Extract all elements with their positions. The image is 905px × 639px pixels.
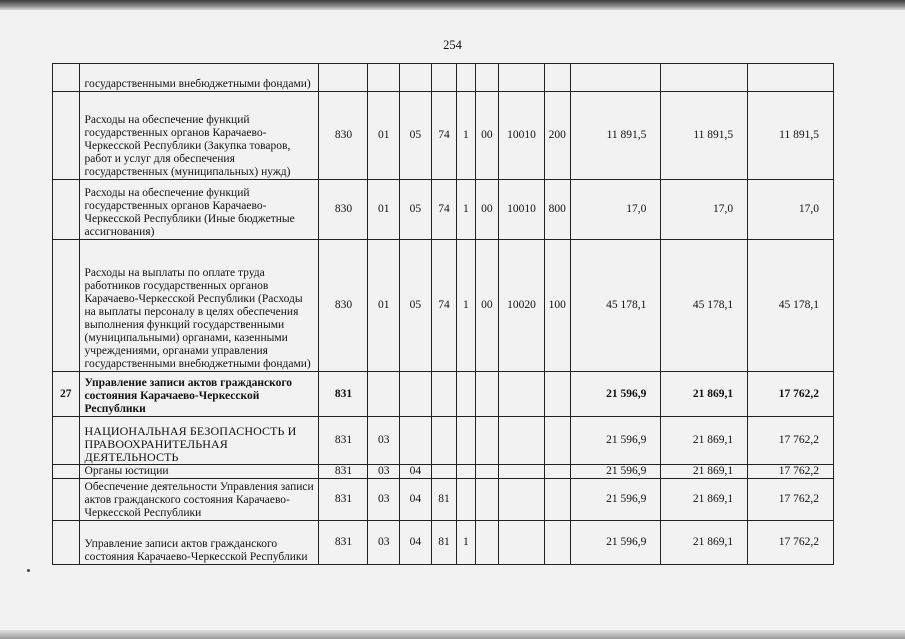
subsection-code-cell: [400, 64, 432, 92]
expense-direction-cell: 10020: [499, 240, 545, 372]
section-code-cell: 03: [368, 417, 400, 465]
expense-type-cell: [545, 479, 571, 521]
row-name-cell: Органы юстиции: [79, 465, 319, 479]
amount-year3-cell: 17,0: [748, 180, 834, 240]
row-number-cell: [53, 521, 80, 565]
amount-year3-cell: [748, 64, 834, 92]
row-number-cell: [53, 479, 80, 521]
row-name-cell: Расходы на выплаты по оплате труда работников государственных органов Карачаево-Черкесской Республики (Расходы на выплаты персоналу в целях обеспечения выполнения функций государственными (муниципальными) органами, казенными учреждениями, органами управления государственными внебюджетными фондами): [79, 240, 319, 372]
expense-direction-cell: [499, 465, 545, 479]
table-row: [53, 372, 834, 417]
amount-year1-cell: 21 596,9: [570, 372, 661, 417]
row-name-cell: Расходы на обеспечение функций государственных органов Карачаево-Черкесской Республики (Иные бюджетные ассигнования): [79, 180, 319, 240]
expense-type-cell: [545, 417, 571, 465]
main-activity-code-cell: [475, 372, 498, 417]
row-name-cell: государственными внебюджетными фондами): [79, 64, 319, 92]
subprogram-code-cell: 1: [457, 92, 475, 180]
expense-type-cell: 200: [545, 92, 571, 180]
subprogram-code-cell: [457, 479, 475, 521]
expense-direction-cell: 10010: [499, 180, 545, 240]
scan-bottom-edge: [0, 630, 905, 639]
amount-year2-cell: 17,0: [661, 180, 748, 240]
subsection-code-cell: 05: [400, 240, 432, 372]
subsection-code-cell: 04: [400, 479, 432, 521]
amount-year2-cell: 21 869,1: [661, 417, 748, 465]
row-number-cell: [53, 465, 80, 479]
section-code-cell: 01: [368, 180, 400, 240]
row-name-cell: Обеспечение деятельности Управления записи актов гражданского состояния Карачаево-Черкесской Республики: [79, 479, 319, 521]
section-code-cell: [368, 64, 400, 92]
amount-year2-cell: 45 178,1: [661, 240, 748, 372]
ministry-code-cell: 831: [319, 372, 368, 417]
amount-year1-cell: [570, 64, 661, 92]
program-code-cell: [431, 372, 457, 417]
row-number-cell: [53, 240, 80, 372]
row-number-cell: [53, 417, 80, 465]
amount-year2-cell: 21 869,1: [661, 372, 748, 417]
subsection-code-cell: [400, 372, 432, 417]
amount-year2-cell: 11 891,5: [661, 92, 748, 180]
subsection-code-cell: 05: [400, 92, 432, 180]
amount-year2-cell: 21 869,1: [661, 521, 748, 565]
table-row: [53, 180, 834, 240]
section-code-cell: [368, 372, 400, 417]
budget-table: [52, 63, 834, 565]
main-activity-code-cell: [475, 521, 498, 565]
table-row: [53, 240, 834, 372]
amount-year1-cell: 21 596,9: [570, 521, 661, 565]
main-activity-code-cell: 00: [475, 240, 498, 372]
program-code-cell: 74: [431, 180, 457, 240]
ministry-code-cell: 830: [319, 92, 368, 180]
expense-type-cell: [545, 465, 571, 479]
program-code-cell: 81: [431, 479, 457, 521]
expense-direction-cell: [499, 479, 545, 521]
table-row: [53, 465, 834, 479]
subprogram-code-cell: 1: [457, 180, 475, 240]
section-code-cell: 03: [368, 521, 400, 565]
ministry-code-cell: [319, 64, 368, 92]
table-row: [53, 521, 834, 565]
expense-direction-cell: 10010: [499, 92, 545, 180]
program-code-cell: 74: [431, 92, 457, 180]
subprogram-code-cell: [457, 417, 475, 465]
main-activity-code-cell: [475, 417, 498, 465]
ministry-code-cell: 830: [319, 240, 368, 372]
table-row: [53, 64, 834, 92]
expense-type-cell: [545, 372, 571, 417]
scan-top-edge: [0, 0, 905, 10]
main-activity-code-cell: [475, 479, 498, 521]
amount-year1-cell: 21 596,9: [570, 479, 661, 521]
section-code-cell: 03: [368, 479, 400, 521]
amount-year2-cell: 21 869,1: [661, 465, 748, 479]
row-number-cell: 27: [53, 372, 80, 417]
amount-year1-cell: 17,0: [570, 180, 661, 240]
subprogram-code-cell: 1: [457, 521, 475, 565]
table-row: [53, 92, 834, 180]
expense-type-cell: [545, 521, 571, 565]
amount-year1-cell: 21 596,9: [570, 465, 661, 479]
expense-type-cell: 100: [545, 240, 571, 372]
main-activity-code-cell: [475, 465, 498, 479]
expense-direction-cell: [499, 521, 545, 565]
subprogram-code-cell: [457, 372, 475, 417]
section-code-cell: 01: [368, 92, 400, 180]
page-number: 254: [443, 38, 462, 52]
subprogram-code-cell: [457, 465, 475, 479]
main-activity-code-cell: 00: [475, 180, 498, 240]
amount-year3-cell: 45 178,1: [748, 240, 834, 372]
expense-type-cell: 800: [545, 180, 571, 240]
amount-year3-cell: 17 762,2: [748, 479, 834, 521]
amount-year3-cell: 17 762,2: [748, 521, 834, 565]
amount-year3-cell: 17 762,2: [748, 372, 834, 417]
expense-direction-cell: [499, 64, 545, 92]
row-number-cell: [53, 64, 80, 92]
amount-year1-cell: 21 596,9: [570, 417, 661, 465]
amount-year2-cell: [661, 64, 748, 92]
row-number-cell: [53, 180, 80, 240]
subsection-code-cell: [400, 417, 432, 465]
section-code-cell: 01: [368, 240, 400, 372]
subsection-code-cell: 04: [400, 521, 432, 565]
amount-year1-cell: 45 178,1: [570, 240, 661, 372]
program-code-cell: 74: [431, 240, 457, 372]
section-code-cell: 03: [368, 465, 400, 479]
amount-year2-cell: 21 869,1: [661, 479, 748, 521]
table-row: [53, 479, 834, 521]
program-code-cell: 81: [431, 521, 457, 565]
program-code-cell: [431, 64, 457, 92]
subsection-code-cell: 05: [400, 180, 432, 240]
ministry-code-cell: 831: [319, 521, 368, 565]
table-row: [53, 417, 834, 465]
amount-year3-cell: 17 762,2: [748, 417, 834, 465]
expense-direction-cell: [499, 417, 545, 465]
amount-year3-cell: 11 891,5: [748, 92, 834, 180]
subprogram-code-cell: [457, 64, 475, 92]
amount-year3-cell: 17 762,2: [748, 465, 834, 479]
row-name-cell: Расходы на обеспечение функций государственных органов Карачаево-Черкесской Республики (Закупка товаров, работ и услуг для обеспечения государственных (муниципальных) нужд): [79, 92, 319, 180]
ministry-code-cell: 831: [319, 479, 368, 521]
main-activity-code-cell: 00: [475, 92, 498, 180]
stray-mark: [27, 569, 30, 572]
subsection-code-cell: 04: [400, 465, 432, 479]
program-code-cell: [431, 465, 457, 479]
subprogram-code-cell: 1: [457, 240, 475, 372]
ministry-code-cell: 831: [319, 465, 368, 479]
expense-direction-cell: [499, 372, 545, 417]
row-name-cell: Управление записи актов гражданского состояния Карачаево-Черкесской Республики: [79, 521, 319, 565]
row-name-cell: Управление записи актов гражданского состояния Карачаево-Черкесской Республики: [79, 372, 319, 417]
row-name-cell: НАЦИОНАЛЬНАЯ БЕЗОПАСНОСТЬ И ПРАВООХРАНИТЕЛЬНАЯ ДЕЯТЕЛЬНОСТЬ: [79, 417, 319, 465]
expense-type-cell: [545, 64, 571, 92]
program-code-cell: [431, 417, 457, 465]
main-activity-code-cell: [475, 64, 498, 92]
row-number-cell: [53, 92, 80, 180]
amount-year1-cell: 11 891,5: [570, 92, 661, 180]
ministry-code-cell: 830: [319, 180, 368, 240]
ministry-code-cell: 831: [319, 417, 368, 465]
